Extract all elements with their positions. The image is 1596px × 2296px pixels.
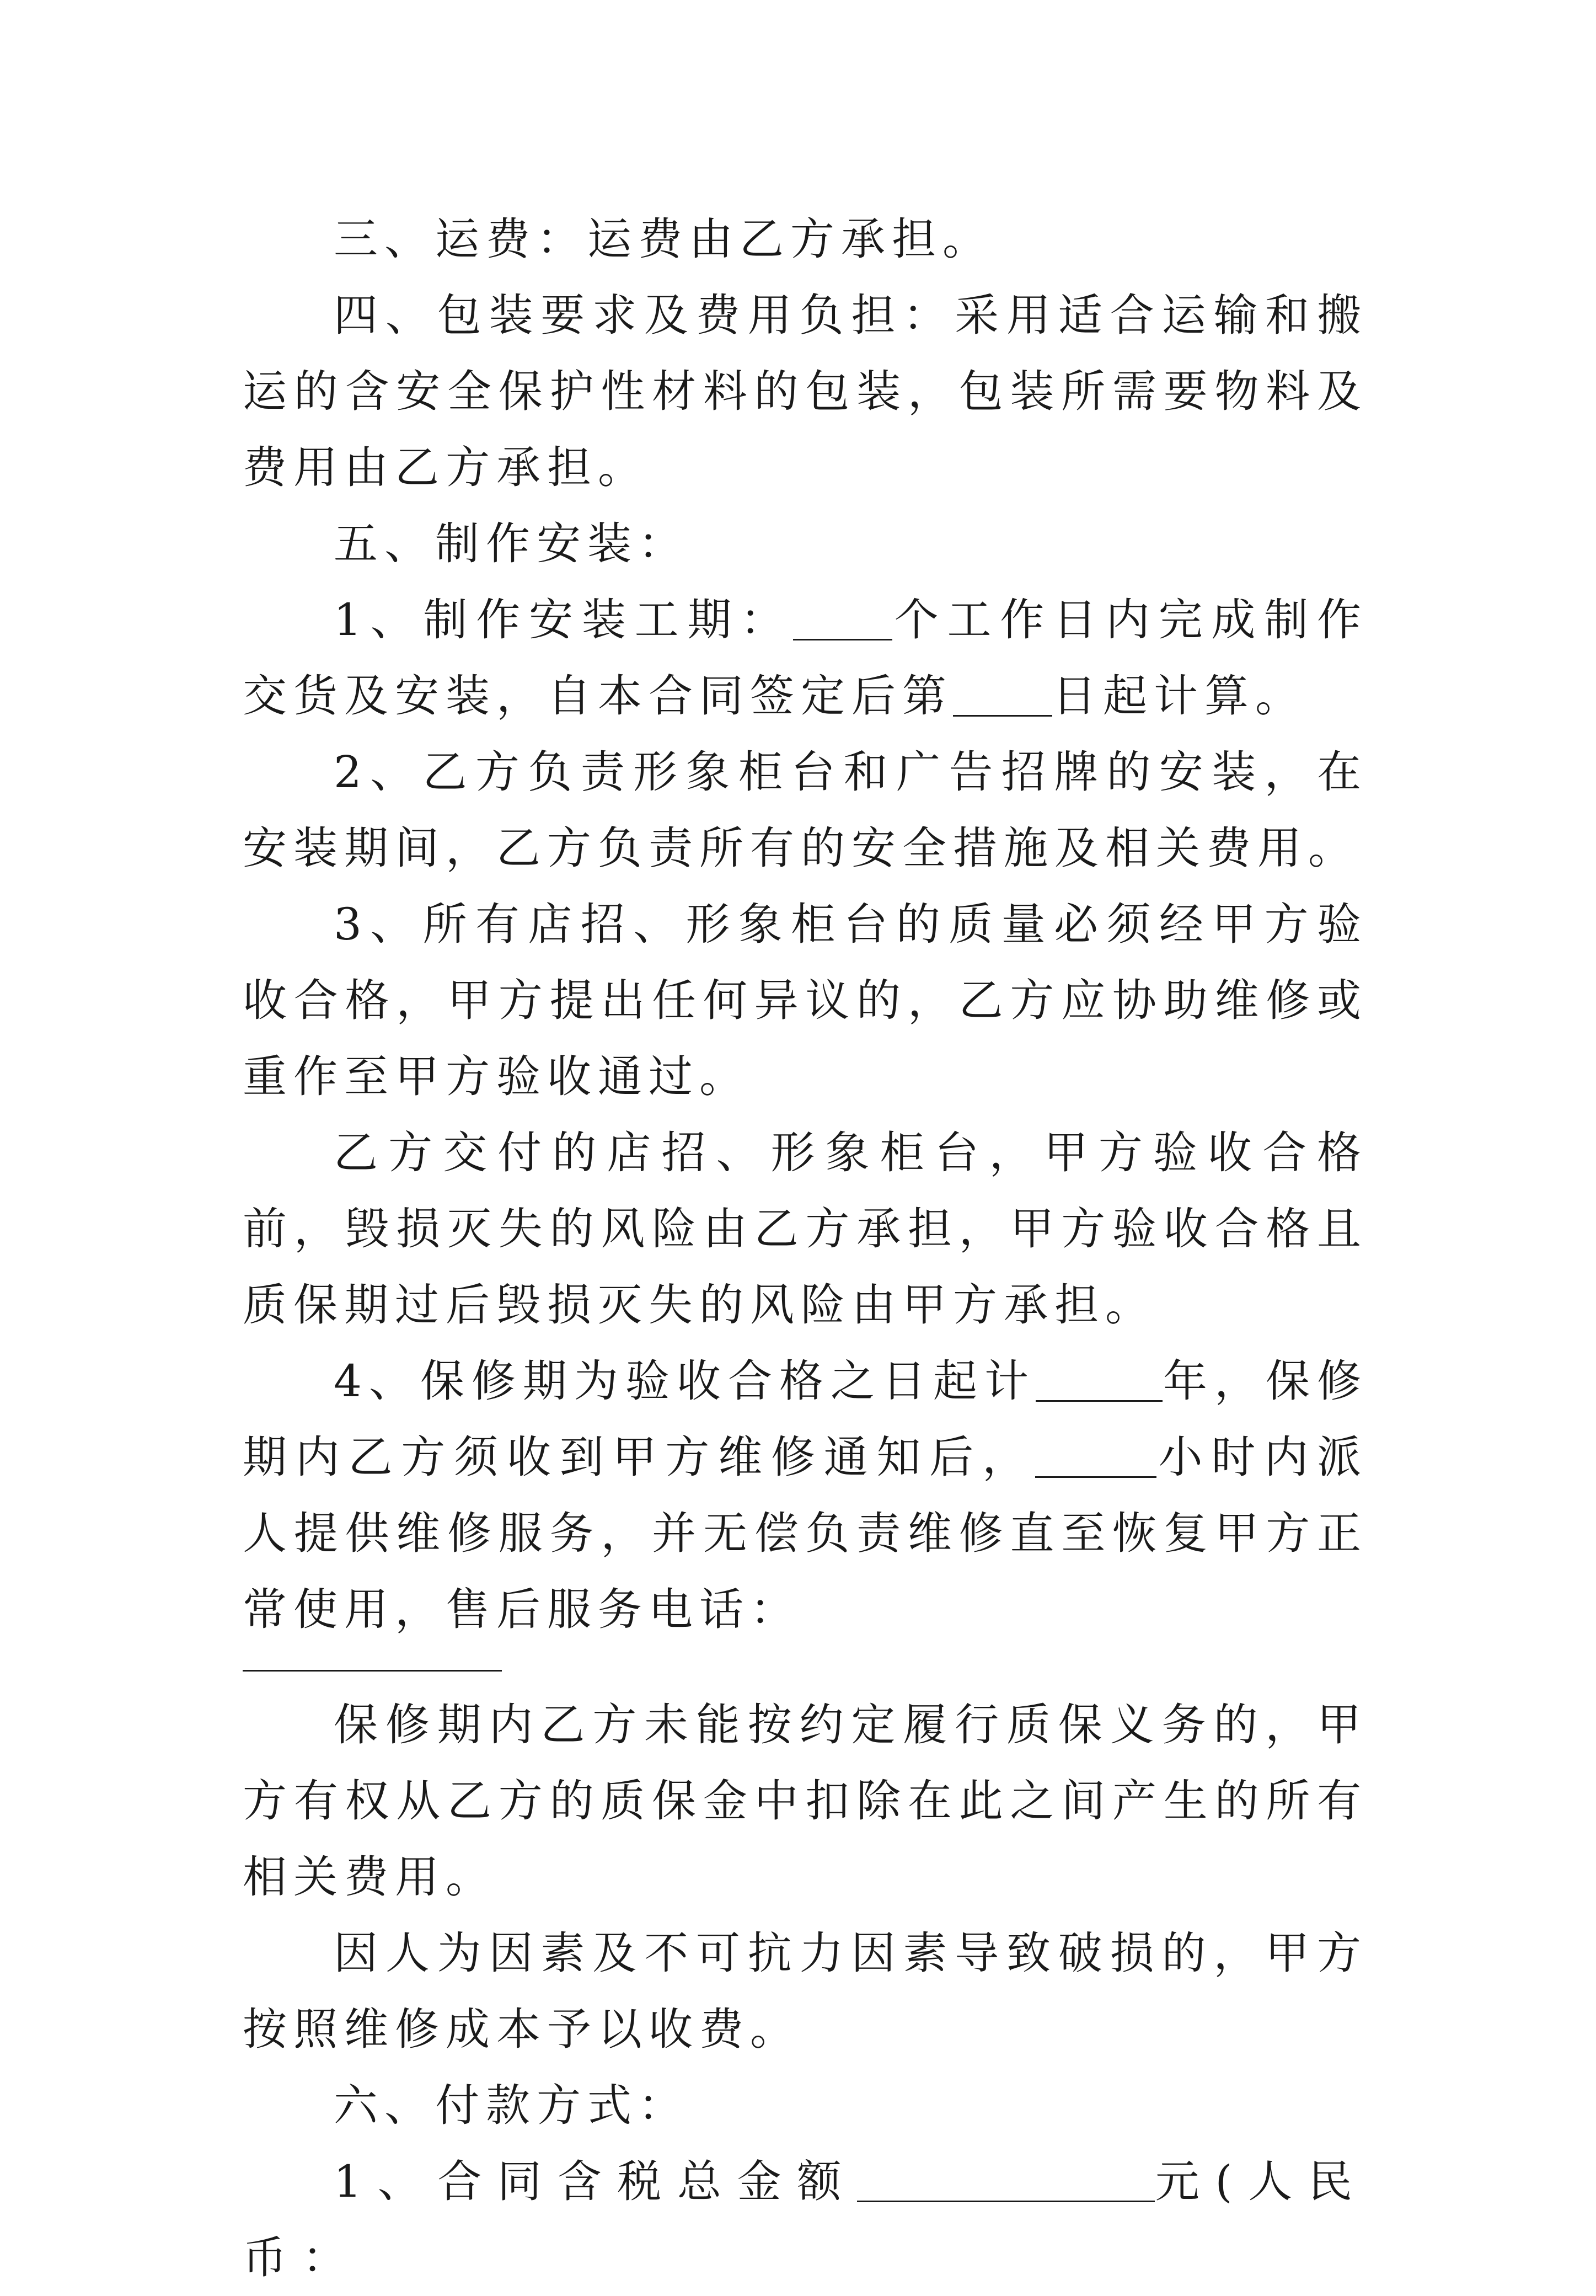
installation-period-text-2: 个工作日内完成制作交货及安装，自本合同签定后第 bbox=[243, 594, 1368, 722]
clause-installation-period bbox=[243, 582, 1368, 734]
clause-payment-heading: 六、付款方式： bbox=[334, 2080, 689, 2131]
clause-damage-charges: 因人为因素及不可抗力因素导致破损的，甲方按照维修成本予以收费。 bbox=[243, 1927, 1368, 2055]
start-day-blank bbox=[953, 671, 1052, 717]
clause-quality-acceptance: 3、所有店招、形象柜台的质量必须经甲方验收合格，甲方提出任何异议的，乙方应协助维修或重作至甲方验收通过。 bbox=[243, 899, 1368, 1102]
clause-warranty bbox=[243, 1343, 1368, 1648]
warranty-text-1: 4、保修期为验收合格之日起计 bbox=[334, 1355, 1036, 1407]
contract-amount-blank bbox=[857, 2156, 1155, 2202]
warranty-text-3: 小时内派人提供维修服务，并无偿负责维修直至恢复甲方正常使用，售后服务电话： bbox=[243, 1432, 1368, 1635]
warranty-text-2: 年，保修期内乙方须收到甲方维修通知后， bbox=[243, 1355, 1368, 1483]
contract-amount-text-1: 1、合同含税总金额 bbox=[334, 2156, 858, 2207]
clause-risk-transfer: 乙方交付的店招、形象柜台，甲方验收合格前，毁损灭失的风险由乙方承担，甲方验收合格且质保期过后毁损灭失的风险由甲方承担。 bbox=[243, 1127, 1368, 1331]
clause-warranty-deduction: 保修期内乙方未能按约定履行质保义务的，甲方有权从乙方的质保金中扣除在此之间产生的所有相关费用。 bbox=[243, 1699, 1368, 1903]
clause-installation-heading: 五、制作安装： bbox=[334, 518, 689, 569]
installation-period-text-1: 1、制作安装工期： bbox=[334, 594, 793, 645]
clause-contract-amount bbox=[243, 2144, 1368, 2296]
warranty-years-blank bbox=[1036, 1356, 1163, 1402]
days-blank bbox=[793, 595, 892, 640]
document-body bbox=[243, 201, 1368, 2296]
clause-installation-safety: 2、乙方负责形象柜台和广告招牌的安装，在安装期间，乙方负责所有的安全措施及相关费用。 bbox=[243, 746, 1368, 874]
clause-packaging: 四、包装要求及费用负担：采用适合运输和搬运的含安全保护性材料的包装，包装所需要物料及费用由乙方承担。 bbox=[243, 290, 1368, 493]
clause-freight: 三、运费：运费由乙方承担。 bbox=[334, 213, 993, 265]
response-hours-blank bbox=[1035, 1432, 1156, 1478]
service-phone-blank bbox=[243, 1670, 502, 1672]
contract-amount-text-2: 元(人民币： bbox=[243, 2156, 1368, 2283]
installation-period-text-3: 日起计算。 bbox=[1052, 670, 1306, 722]
